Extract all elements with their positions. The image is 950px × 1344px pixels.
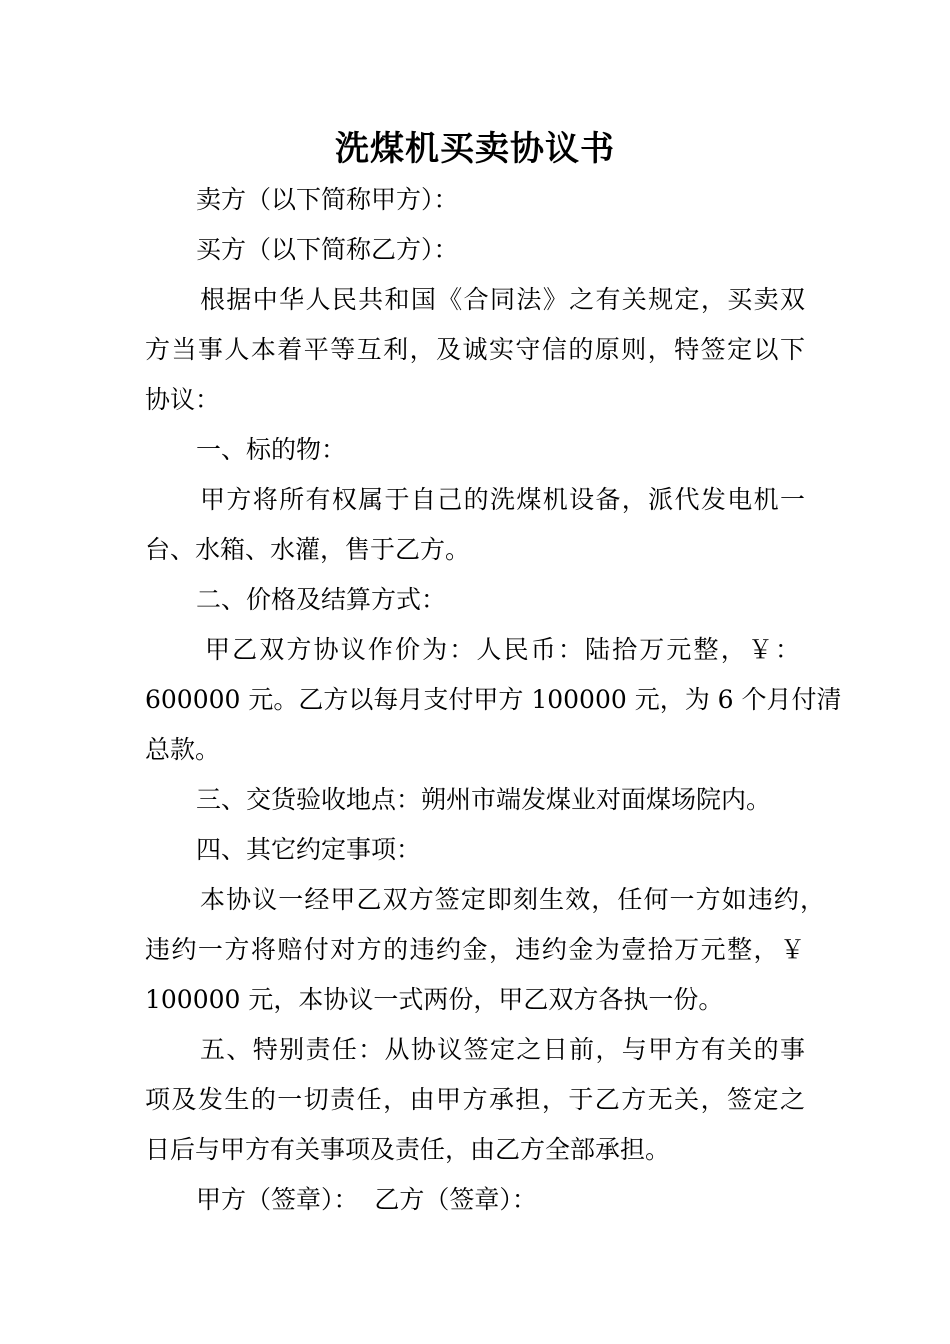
preamble-line-3: 协议： — [145, 385, 221, 414]
section-2-line-2: 600000 元。乙方以每月支付甲方 100000 元，为 6 个月付清 — [145, 685, 842, 714]
section-1-line-2: 台、水箱、水灌，售于乙方。 — [145, 535, 471, 564]
buyer-line: 买方（以下简称乙方）： — [196, 235, 459, 264]
preamble-line-1: 根据中华人民共和国《合同法》之有关规定，买卖双 — [200, 285, 805, 314]
section-2-line-3: 总款。 — [145, 735, 221, 764]
seller-line: 卖方（以下简称甲方）： — [196, 185, 459, 214]
section-4-heading: 四、其它约定事项： — [196, 835, 422, 864]
section-4-line-1: 本协议一经甲乙双方签定即刻生效，任何一方如违约， — [200, 885, 825, 914]
section-5-line-3: 日后与甲方有关事项及责任，由乙方全部承担。 — [145, 1135, 671, 1164]
document-title: 洗煤机买卖协议书 — [335, 129, 615, 169]
preamble-line-2: 方当事人本着平等互利，及诚实守信的原则，特签定以下 — [145, 335, 805, 364]
signature-line: 甲方（签章）： 乙方（签章）： — [196, 1185, 537, 1214]
section-5-line-1: 五、特别责任：从协议签定之日前，与甲方有关的事 — [200, 1035, 805, 1064]
section-2-line-1: 甲乙双方协议作价为：人民币：陆拾万元整，￥： — [205, 635, 800, 664]
section-4-line-3: 100000 元，本协议一式两份，甲乙双方各执一份。 — [145, 985, 724, 1014]
section-5-line-2: 项及发生的一切责任，由甲方承担，于乙方无关，签定之 — [145, 1085, 805, 1114]
section-1-line-1: 甲方将所有权属于自己的洗煤机设备，派代发电机一 — [200, 485, 805, 514]
section-3-line: 三、交货验收地点：朔州市端发煤业对面煤场院内。 — [196, 785, 772, 814]
section-1-heading: 一、标的物： — [196, 435, 347, 464]
section-2-heading: 二、价格及结算方式： — [196, 585, 447, 614]
section-4-line-2: 违约一方将赔付对方的违约金，违约金为壹拾万元整，￥ — [145, 935, 805, 964]
